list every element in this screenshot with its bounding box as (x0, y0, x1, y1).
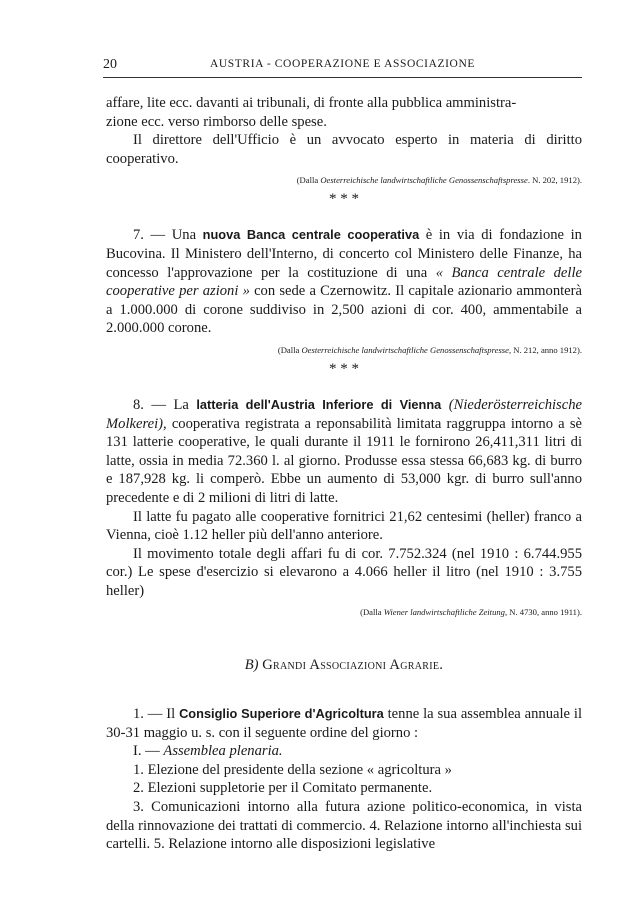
paragraph: Il direttore dell'Ufficio è un avvocato esperto in materia di diritto cooperativo. (106, 132, 582, 167)
paragraph: Il movimento totale degli affari fu di cor. 7.752.324 (nel 1910 : 6.744.955 cor.) Le spese d'esercizio si elevarono a 4.066 heller il litro (nel 1910 : 3.755 heller) (106, 545, 582, 599)
source-citation: (Dalla Wiener landwirtschaftliche Zeitung, N. 4730, anno 1911). (360, 607, 582, 618)
item-8: 8. — La latteria dell'Austria Inferiore di Vienna (Niederösterreichische Molkerei), cooperativa registrata a reponsabilità limitata raggruppa intorno a sè 131 latterie cooperative, le quali durante il 1911 le fornirono 26,411,311 litri di latte, ossia in media 72.360 l. al giorno. Produsse essa stessa 66,683 kg. di burro e 187,928 kg. li comperò. Ebbe un aumento di 53,000 kgr. di burro sull'anno precedente e di 2 milioni di litri di latte. (106, 396, 582, 506)
asterism-divider: * * * (329, 360, 359, 377)
section-heading: B) Grandi Associazioni Agrarie. (244, 657, 444, 674)
page-header (103, 57, 582, 78)
agenda-item: 3. Comunicazioni intorno alla futura azione politico-economica, in vista della rinnovazione dei trattati di commercio. 4. Relazione intorno all'inchiesta sui cartelli. 5. Relazione intorno alle disposizioni legislative (106, 799, 582, 853)
item-7: 7. — Una nuova Banca centrale cooperativa è in via di fondazione in Bucovina. Il Ministero dell'Interno, di concerto col Ministero delle Finanze, ha concesso l'approvazione per la costituzione di una « Banca centrale delle cooperative per azioni » con sede a Czernowitz. Il capitale azionario ammonterà a 1.000.000 di corone suddiviso in 2,500 azioni di cor. 400, ammentabile a 2.000.000 corone. (106, 227, 583, 337)
asterism-divider: * * * (329, 191, 359, 208)
agenda-item: 1. Elezione del presidente della sezione « agricoltura » (133, 761, 452, 778)
page-number: 20 (103, 57, 117, 72)
item-1: 1. — Il Consiglio Superiore d'Agricoltura tenne la sua assemblea annuale il 30-31 maggio u. s. con il seguente ordine del giorno : (106, 706, 583, 741)
running-title: AUSTRIA - COOPERAZIONE E ASSOCIAZIONE (210, 58, 475, 70)
source-citation: (Dalla Oesterreichische landwirtschaftliche Genossenschaftspresse, N. 212, anno 1912). (277, 344, 582, 355)
agenda-heading: I. — Assemblea plenaria. (133, 743, 283, 760)
paragraph: affare, lite ecc. davanti ai tribunali, di fronte alla pubblica amministra- zione ecc. verso rimborso delle spese. (106, 95, 517, 130)
agenda-item: 2. Elezioni suppletorie per il Comitato permanente. (133, 780, 433, 797)
page-body (106, 94, 582, 854)
paragraph: Il latte fu pagato alle cooperative fornitrici 21,62 centesimi (heller) franco a Vienna, cioè 1.12 heller più dell'anno anteriore. (106, 508, 582, 544)
source-citation: (Dalla Oesterreichische landwirtschaftliche Genossenschaftspresse. N. 202, 1912). (296, 175, 582, 186)
